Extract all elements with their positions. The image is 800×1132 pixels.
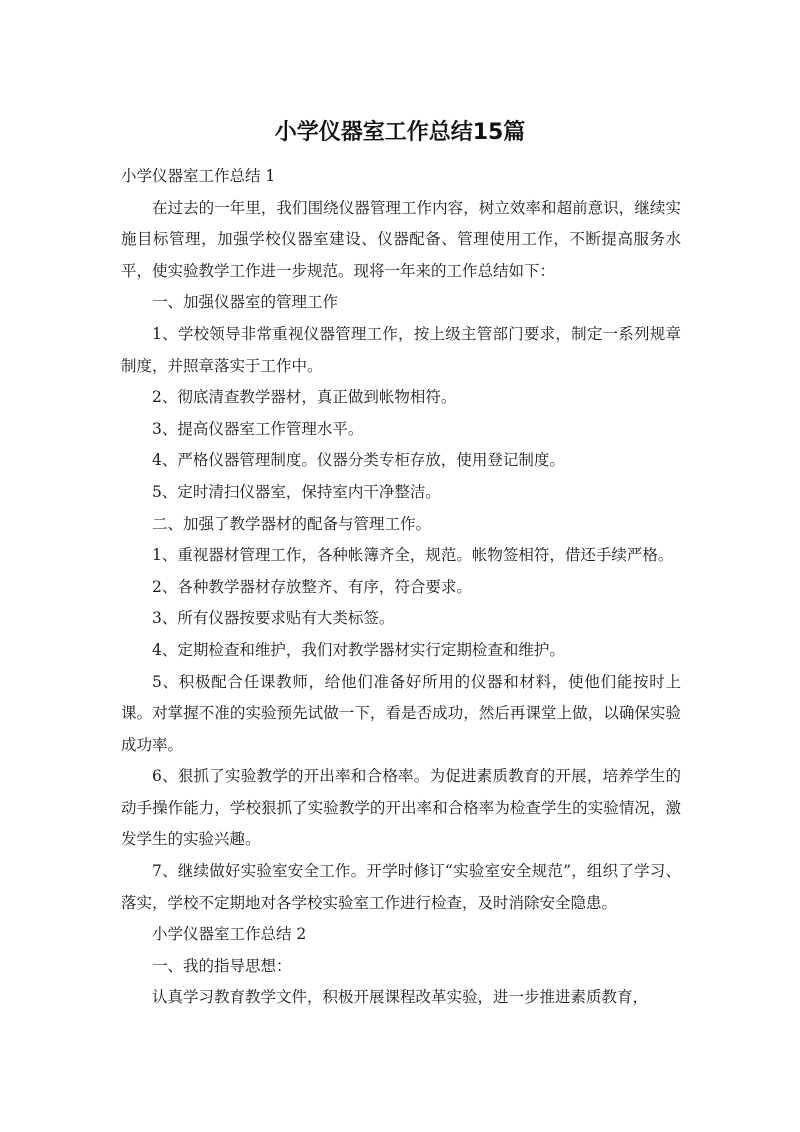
list-item: 4、定期检查和维护，我们对教学器材实行定期检查和维护。 (152, 640, 565, 659)
section-heading: 小学仪器室工作总结 1 (121, 167, 276, 185)
list-item: 5、积极配合任课教师，给他们准备好所用的仪器和材料，使他们能按时上课。对掌握不准的实验预先试做一下，看是否成功，然后再课堂上做，以确保实验成功率。 (121, 672, 681, 754)
list-item: 5、定时清扫仪器室，保持室内干净整洁。 (152, 482, 441, 501)
subsection-heading: 一、加强仪器室的管理工作 (152, 293, 339, 312)
list-item: 6、狠抓了实验教学的开出率和合格率。为促进素质教育的开展，培养学生的动手操作能力，学校狠抓了实验教学的开出率和合格率为检查学生的实验情况，激发学生的实验兴趣。 (121, 767, 681, 849)
list-item: 2、彻底清查教学器材，真正做到帐物相符。 (152, 388, 457, 407)
list-item: 1、重视器材管理工作，各种帐簿齐全，规范。帐物签相符，借还手续严格。 (152, 546, 674, 565)
subsection-heading: 二、加强了教学器材的配备与管理工作。 (152, 514, 432, 533)
list-item: 3、提高仪器室工作管理水平。 (152, 419, 364, 438)
body-paragraph: 认真学习教育教学文件，积极开展课程改革实验，进一步推进素质教育， (152, 988, 649, 1007)
section-heading: 小学仪器室工作总结 2 (152, 925, 307, 944)
list-item: 3、所有仪器按要求贴有大类标签。 (152, 609, 395, 628)
list-item: 2、各种教学器材存放整齐、有序，符合要求。 (152, 577, 472, 596)
body-paragraph: 在过去的一年里，我们围绕仪器管理工作内容，树立效率和超前意识，继续实施目标管理，加强学校仪器室建设、仪器配备、管理使用工作，不断提高服务水平，使实验教学工作进一步规范。现将一年来的工作总结如下： (121, 198, 681, 280)
list-item: 7、继续做好实验室安全工作。开学时修订“实验室安全规范”，组织了学习、落实，学校不定期地对各学校实验室工作进行检查，及时消除安全隐患。 (121, 862, 681, 912)
document-body (121, 161, 681, 1014)
list-item: 1、学校领导非常重视仪器管理工作，按上级主管部门要求，制定一系列规章制度，并照章落实于工作中。 (121, 324, 681, 375)
document-title: 小学仪器室工作总结15篇 (274, 120, 526, 145)
list-item: 4、严格仪器管理制度。仪器分类专柜存放，使用登记制度。 (152, 451, 565, 470)
subsection-heading: 一、我的指导思想： (152, 956, 292, 975)
